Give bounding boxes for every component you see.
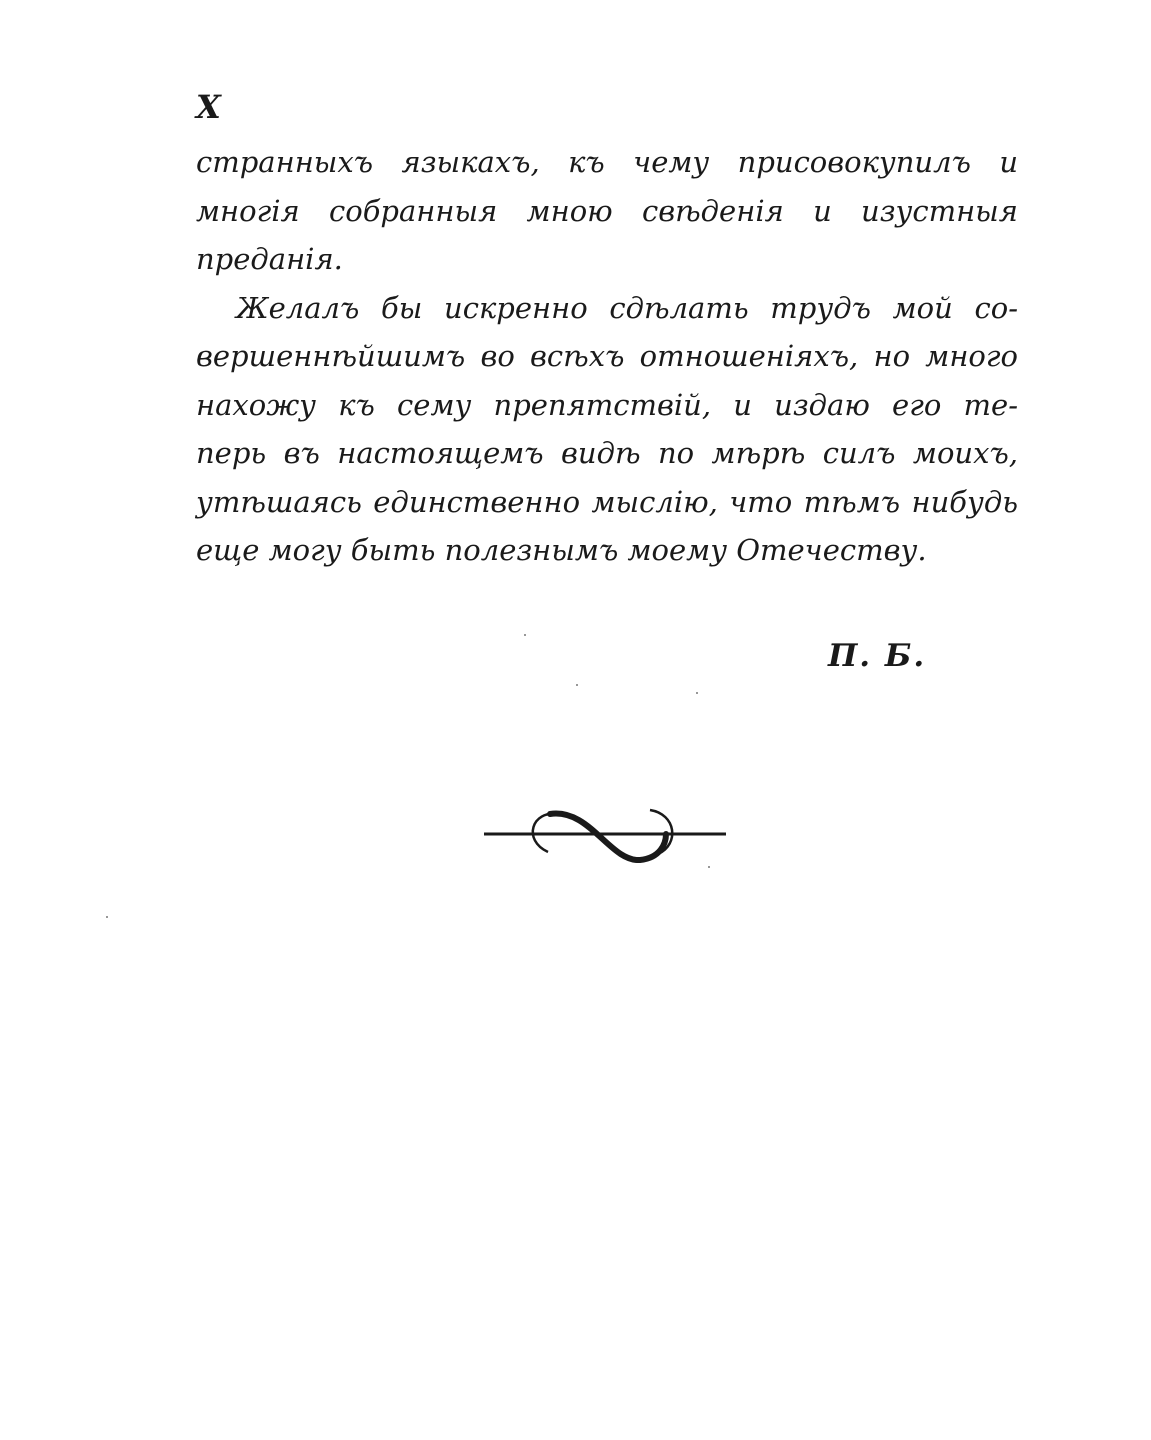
text-line: Желалъ бы искренно сдѣлать трудъ мой со- — [236, 290, 1018, 325]
body-text — [196, 138, 1018, 575]
text-line: многія собранныя мною свѣденія и изустныя — [196, 193, 1018, 228]
page-number: X — [196, 88, 222, 126]
paragraph-1 — [196, 138, 1018, 284]
paper-speck — [696, 692, 698, 694]
paper-speck — [524, 634, 526, 636]
paragraph-2 — [196, 284, 1018, 575]
text-line: утѣшаясь единственно мыслію, что тѣмъ нибудь — [196, 484, 1018, 519]
paper-speck — [106, 916, 108, 918]
signature-initials: П. Б. — [828, 638, 927, 674]
text-line: преданія. — [196, 242, 343, 276]
paper-speck — [576, 684, 578, 686]
text-line: нахожу къ сему препятствій, и издаю его те- — [196, 387, 1018, 422]
text-line: странныхъ языкахъ, къ чему присовокупилъ и — [196, 145, 1018, 179]
flourish-ornament-icon — [480, 800, 730, 872]
text-line: вершеннѣйшимъ во всѣхъ отношеніяхъ, но много — [196, 339, 1018, 373]
paper-speck — [708, 866, 710, 868]
text-line: еще могу быть полезнымъ моему Отечеству. — [196, 533, 927, 567]
text-line: перь въ настоящемъ видѣ по мѣрѣ силъ моихъ, — [196, 436, 1018, 470]
